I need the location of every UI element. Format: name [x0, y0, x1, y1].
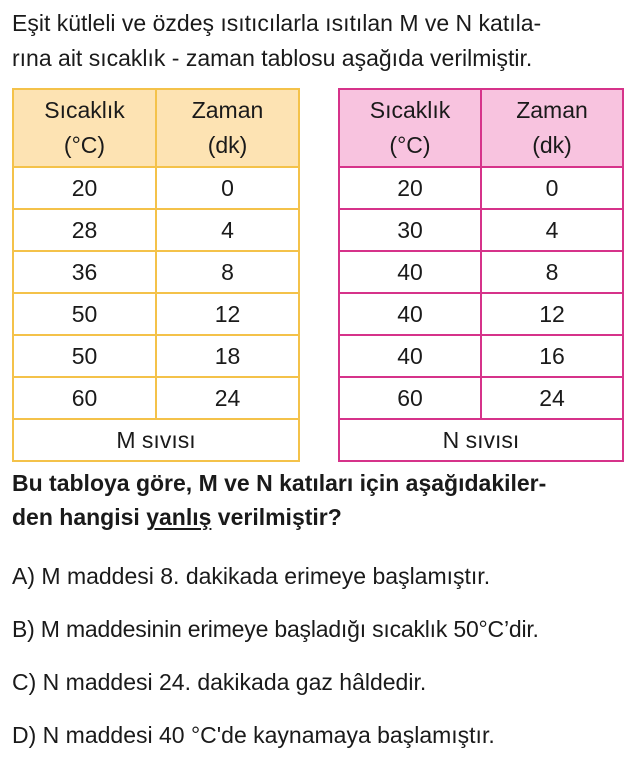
question-line-1: Bu tabloya göre, M ve N katıları için aşağıdakiler- [12, 470, 547, 496]
temp-cell: 60 [339, 377, 481, 419]
table-m-caption: M sıvısı [13, 419, 299, 461]
table-row [13, 335, 299, 377]
time-cell: 4 [481, 209, 623, 251]
time-header-label: Zaman [191, 97, 264, 123]
intro-line-2: rına ait sıcaklık - zaman tablosu aşağıda verilmiştir. [12, 45, 533, 71]
question-line-2-end: verilmiştir? [211, 504, 342, 530]
intro-line-1: Eşit kütleli ve özdeş ısıtıcılarla ısıtılan M ve N katıla- [12, 10, 542, 36]
option-c[interactable]: C) N maddesi 24. dakikada gaz hâldedir. [12, 669, 427, 695]
table-row [339, 335, 623, 377]
time-cell: 0 [481, 167, 623, 209]
table-row [339, 293, 623, 335]
time-cell: 12 [481, 293, 623, 335]
table-row [339, 377, 623, 419]
time-cell: 24 [156, 377, 299, 419]
temp-header-unit: (°C) [63, 132, 106, 158]
table-n [338, 88, 624, 462]
temp-cell: 50 [13, 335, 156, 377]
temp-cell: 40 [339, 293, 481, 335]
underlined-keyword: yanlış [146, 504, 212, 530]
table-n-footer [339, 419, 623, 461]
table-n-temp-header [339, 89, 481, 167]
table-n-header [339, 89, 623, 167]
temp-cell: 60 [13, 377, 156, 419]
option-d[interactable]: D) N maddesi 40 °C'de kaynamaya başlamıştır. [12, 722, 495, 748]
table-m-temp-header [13, 89, 156, 167]
table-row [13, 377, 299, 419]
temp-header-unit: (°C) [389, 132, 431, 158]
table-row [13, 251, 299, 293]
temp-cell: 50 [13, 293, 156, 335]
temp-cell: 40 [339, 335, 481, 377]
time-cell: 16 [481, 335, 623, 377]
table-row [339, 251, 623, 293]
table-row [339, 209, 623, 251]
temp-header-label: Sıcaklık [44, 97, 125, 123]
time-cell: 8 [156, 251, 299, 293]
temp-cell: 40 [339, 251, 481, 293]
time-cell: 4 [156, 209, 299, 251]
question-text [12, 466, 624, 534]
time-cell: 12 [156, 293, 299, 335]
option-a[interactable]: A) M maddesi 8. dakikada erimeye başlamıştır. [12, 563, 491, 589]
table-row [13, 293, 299, 335]
table-row [339, 167, 623, 209]
temp-header-label: Sıcaklık [369, 97, 451, 123]
table-row [13, 167, 299, 209]
table-row [13, 209, 299, 251]
time-cell: 18 [156, 335, 299, 377]
time-header-unit: (dk) [532, 132, 572, 158]
table-m-time-header [156, 89, 299, 167]
temp-cell: 20 [339, 167, 481, 209]
table-m-footer [13, 419, 299, 461]
table-m-header [13, 89, 299, 167]
option-b[interactable]: B) M maddesinin erimeye başladığı sıcaklık 50°C’dir. [12, 616, 539, 642]
temp-cell: 20 [13, 167, 156, 209]
temp-cell: 36 [13, 251, 156, 293]
question-line-2-start: den hangisi [12, 504, 147, 530]
time-header-label: Zaman [516, 97, 588, 123]
time-cell: 24 [481, 377, 623, 419]
time-cell: 8 [481, 251, 623, 293]
time-cell: 0 [156, 167, 299, 209]
temp-cell: 28 [13, 209, 156, 251]
temp-cell: 30 [339, 209, 481, 251]
table-n-time-header [481, 89, 623, 167]
intro-text [12, 6, 624, 76]
time-header-unit: (dk) [207, 132, 248, 158]
table-m [12, 88, 300, 462]
table-n-caption: N sıvısı [339, 419, 623, 461]
